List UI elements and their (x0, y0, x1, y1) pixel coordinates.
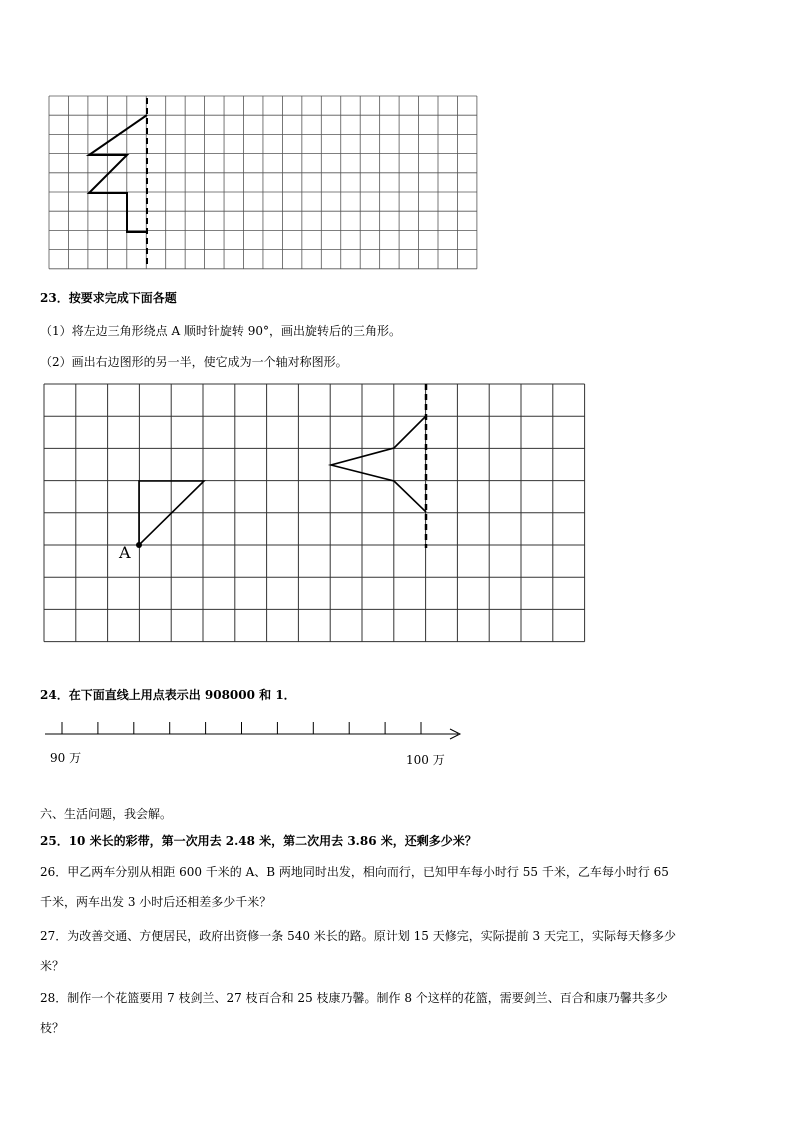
number-line-right-label: 100 万 (406, 753, 445, 767)
q23-title: 23．按要求完成下面各题 (40, 291, 177, 305)
number-line-left-label: 90 万 (50, 751, 82, 765)
q27-text-line2: 米？ (40, 959, 65, 973)
q23-part2: （2）画出右边图形的另一半，使它成为一个轴对称图形。 (40, 355, 348, 369)
q28-text-line2: 枝？ (40, 1021, 65, 1035)
q26-text-line2: 千米，两车出发 3 小时后还相差多少千米？ (40, 895, 272, 909)
q26-text-line1: 26．甲乙两车分别从相距 600 千米的 A、B 两地同时出发，相向而行，已知甲车每小时行 55 千米，乙车每小时行 65 (40, 865, 669, 879)
q27-text-line1: 27．为改善交通、方便居民，政府出资修一条 540 米长的路。原计划 15 天修完，实际提前 3 天完工，实际每天修多少 (40, 929, 676, 943)
section6-heading: 六、生活问题，我会解。 (40, 807, 173, 821)
q24-title: 24．在下面直线上用点表示出 908000 和 1． (40, 688, 296, 702)
q28-text-line1: 28．制作一个花篮要用 7 枝剑兰、27 枝百合和 25 枝康乃馨。制作 8 个这样的花篮，需要剑兰、百合和康乃馨共多少 (40, 991, 668, 1005)
q23-part1: （1）将左边三角形绕点 A 顺时针旋转 90°，画出旋转后的三角形。 (40, 324, 402, 338)
q25-text: 25．10 米长的彩带，第一次用去 2.48 米，第二次用去 3.86 米，还剩多少米？ (40, 834, 477, 848)
number-line-ticks (62, 722, 421, 734)
q23-point-a-label: A (119, 543, 131, 562)
